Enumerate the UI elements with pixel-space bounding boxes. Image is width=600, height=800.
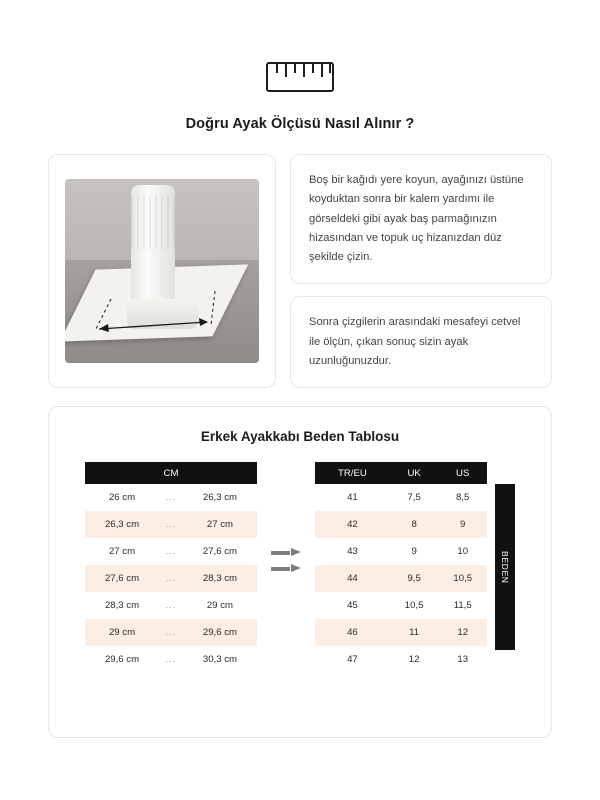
instruction-card-1: Boş bir kağıdı yere koyun, ayağınızı üstüne koyduktan sonra bir kalem yardımı ile görseldeki gibi ayak baş parmağınızın hizasından ve topuk uç hizanızdan düz şekilde çizin.	[290, 154, 552, 284]
table-row	[85, 592, 257, 619]
size-eu: 45	[315, 592, 390, 619]
table-row	[315, 538, 487, 565]
table-row	[85, 619, 257, 646]
arrow-group	[257, 462, 315, 573]
cm-header: CM	[85, 462, 257, 484]
size-us: 10,5	[438, 565, 487, 592]
size-eu: 42	[315, 511, 390, 538]
cm-to: 28,3 cm	[183, 565, 257, 592]
cm-to: 29 cm	[183, 592, 257, 619]
cm-to: 27 cm	[183, 511, 257, 538]
uk-header: UK	[390, 462, 439, 484]
cm-from: 26 cm	[85, 484, 159, 511]
cm-from: 27,6 cm	[85, 565, 159, 592]
cm-dots: ...	[159, 484, 183, 511]
cm-from: 29,6 cm	[85, 646, 159, 673]
cm-dots: ...	[159, 565, 183, 592]
table-row	[315, 619, 487, 646]
instruction-text-column	[290, 154, 552, 388]
arrow-right-icon	[271, 564, 301, 573]
measurement-arrow-overlay	[65, 179, 259, 363]
size-eu: 43	[315, 538, 390, 565]
size-chart-section	[48, 406, 552, 738]
size-us: 9	[438, 511, 487, 538]
cm-dots: ...	[159, 646, 183, 673]
beden-side-label-text: BEDEN	[500, 550, 510, 584]
size-us: 10	[438, 538, 487, 565]
table-row	[315, 511, 487, 538]
cm-to: 26,3 cm	[183, 484, 257, 511]
size-uk: 10,5	[390, 592, 439, 619]
size-uk: 11	[390, 619, 439, 646]
table-row	[85, 646, 257, 673]
table-row	[315, 592, 487, 619]
cm-from: 29 cm	[85, 619, 159, 646]
table-row	[315, 565, 487, 592]
cm-from: 26,3 cm	[85, 511, 159, 538]
table-row	[315, 484, 487, 511]
size-chart-tables	[69, 462, 531, 673]
size-uk: 9	[390, 538, 439, 565]
cm-from: 28,3 cm	[85, 592, 159, 619]
eu-header: TR/EU	[315, 462, 390, 484]
size-us: 8,5	[438, 484, 487, 511]
size-uk: 7,5	[390, 484, 439, 511]
beden-side-label	[495, 484, 515, 650]
table-row	[85, 484, 257, 511]
cm-to: 29,6 cm	[183, 619, 257, 646]
header-icon-area	[48, 0, 552, 92]
cm-from: 27 cm	[85, 538, 159, 565]
size-eu: 46	[315, 619, 390, 646]
size-eu: 44	[315, 565, 390, 592]
size-chart-title: Erkek Ayakkabı Beden Tablosu	[200, 429, 400, 445]
cm-to: 30,3 cm	[183, 646, 257, 673]
arrow-right-icon	[271, 548, 301, 557]
size-table	[315, 462, 487, 673]
cm-to: 27,6 cm	[183, 538, 257, 565]
cm-dots: ...	[159, 538, 183, 565]
foot-measurement-photo	[65, 179, 259, 363]
cm-dots: ...	[159, 619, 183, 646]
size-table-header-row	[315, 462, 487, 484]
cm-table	[85, 462, 257, 673]
page-title: Doğru Ayak Ölçüsü Nasıl Alınır ?	[185, 116, 415, 132]
table-row	[85, 565, 257, 592]
size-us: 12	[438, 619, 487, 646]
table-row	[85, 511, 257, 538]
instruction-card-2: Sonra çizgilerin arasındaki mesafeyi cetvel ile ölçün, çıkan sonuç sizin ayak uzunluğunuzdur.	[290, 296, 552, 388]
cm-table-header-row	[85, 462, 257, 484]
ruler-icon	[266, 62, 334, 92]
size-uk: 12	[390, 646, 439, 673]
size-eu: 41	[315, 484, 390, 511]
size-eu: 47	[315, 646, 390, 673]
cm-dots: ...	[159, 592, 183, 619]
size-us: 11,5	[438, 592, 487, 619]
table-row	[315, 646, 487, 673]
size-us: 13	[438, 646, 487, 673]
cm-dots: ...	[159, 511, 183, 538]
table-row	[85, 538, 257, 565]
us-header: US	[438, 462, 487, 484]
instructions-section	[48, 154, 552, 388]
size-uk: 9,5	[390, 565, 439, 592]
size-uk: 8	[390, 511, 439, 538]
photo-card	[48, 154, 276, 388]
